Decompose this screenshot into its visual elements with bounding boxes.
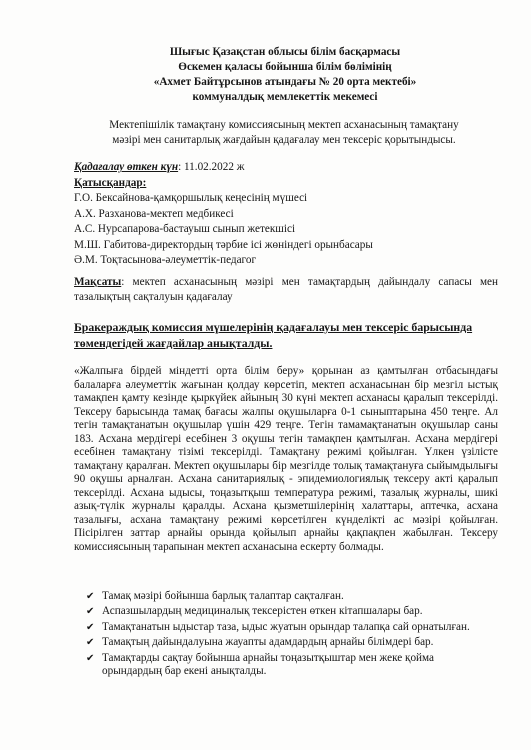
document-header <box>70 45 500 105</box>
header-line-2: Өскемен қаласы бойынша білім бөлімінің <box>178 61 392 73</box>
checkmark-icon: ✔ <box>86 652 95 664</box>
participant-item: Г.О. Бексайнова-қамқоршылық кеңесінің мүшесі <box>74 192 308 204</box>
checkmark-icon: ✔ <box>86 591 95 602</box>
participant-item: М.Ш. Габитова-директордың тәрбие ісі жөніндегі орынбасары <box>74 238 373 251</box>
participant-item: А.Х. Разханова-мектеп медбикесі <box>74 207 234 220</box>
checklist-item-text: Аспазшылардың медициналық тексерістен өткен кітапшалары бар. <box>102 605 423 618</box>
goal-section <box>74 275 498 304</box>
goal-text: : мектеп асханасының мәзірі мен тамақтардың дайындалу сапасы мен тазалықтың сақталуын қадағалау <box>74 276 498 303</box>
checklist-item <box>86 621 496 634</box>
checkmark-icon: ✔ <box>86 637 95 649</box>
checklist-item-text: Тамақтанатын ыдыстар таза, ыдыс жуатын орындар талапқа сай орнатылған. <box>102 620 470 633</box>
goal-label: Мақсаты <box>74 276 122 288</box>
date-value: : 11.02.2022 ж <box>178 161 245 173</box>
participants-title: Қатысқандар: <box>74 177 147 189</box>
date-label: Қадағалау өткен күн <box>74 161 179 173</box>
checklist-item <box>86 652 496 679</box>
checklist-item-text: Тамақтың дайындалуына жауапты адамдардың арнайы білімдері бар. <box>102 636 434 649</box>
header-line-1: Шығыс Қазақстан облысы білім басқармасы <box>169 46 401 58</box>
checklist-item <box>86 590 496 603</box>
checklist-item <box>86 605 496 618</box>
inspection-date <box>74 160 498 175</box>
participant-item: А.С. Нурсапарова-бастауыш сынып жетекшісі <box>74 223 296 236</box>
checklist-item-text: Тамақ мәзірі бойынша барлық талаптар сақталған. <box>102 590 344 602</box>
document-subtitle <box>74 118 494 148</box>
checklist-item-text: Тамақтарды сақтау бойынша арнайы тоңазытқыштар мен жеке қойма орындардың бар екені анықталды. <box>102 651 434 678</box>
checklist-item <box>86 636 496 649</box>
checkmark-icon: ✔ <box>86 606 95 618</box>
subtitle-line-1: Мектепішілік тамақтану комиссиясының мектеп асханасының тамақтану <box>109 119 459 131</box>
checkmark-icon: ✔ <box>86 621 95 633</box>
participants-list <box>74 191 373 269</box>
findings-title: Бракераждық комиссия мүшелерінің қадағалауы мен тексеріс барысында төмендегідей жағдайлар анықталды. <box>74 320 473 350</box>
checklist <box>86 590 496 680</box>
subtitle-line-2: мәзірі мен санитарлық жағдайын қадағалау мен тексеріс қорытындысы. <box>112 134 456 146</box>
main-paragraph: «Жалпыға бірдей міндетті орта білім беру» қорынан аз қамтылған отбасындағы балаларға әлеуметтік жағынан қолдау көрсетіп, мектеп асханасынан бір мезгіл ыстық тамақпен қамту кезінде қыркүйек айының 30 күні мектеп асханасы қаралып тексерілді. Тексеру барысында тамақ бағасы жалпы оқушыларға 0-1 сыныптарына 450 теңге. Ал тегін тамақтанатын оқушылар үшін 429 теңге. Тегін тамамақтанатын оқушылар саны 183. Асхана мердігері есебінен 3 оқушы тегін тамақпен қамтылған. Асхана мердігері есебінен тамақтану тізімі тексерілді. Тамақтану режимі қойылған. Үлкен үзілісте тамақтану қаралған. Мектеп оқушылары бір мезгілде толық тамақтануға сыйымдылығы 90 оқушы арналған. Асхана санитариялық - эпидемиологиялық тексеру акті қаралып тексерілді. Асхана ыдысы, тоңазытқыш температура режимі, тазалық журналы, шикі азық-түлік журналы қаралды. Асхана қызметшілерінің халаттары, аптечка, асхана тазалығы, асхана тамақтану режимі көрсетілген күнделікті ас мәзірі қойылған. Пісірілген заттар арнайы орында қойылып арнайы қақпақпен жабылған. Тексеру комиссиясының тарапынан мектеп асханасына ескерту болмады. <box>74 365 498 553</box>
header-line-4: коммуналдық мемлекеттік мекемесі <box>192 91 378 103</box>
header-line-3: «Ахмет Байтұрсынов атындағы № 20 орта мектебі» <box>153 76 417 88</box>
participant-item: Ә.М. Тоқтасынова-әлеуметтік-педагог <box>74 254 257 267</box>
